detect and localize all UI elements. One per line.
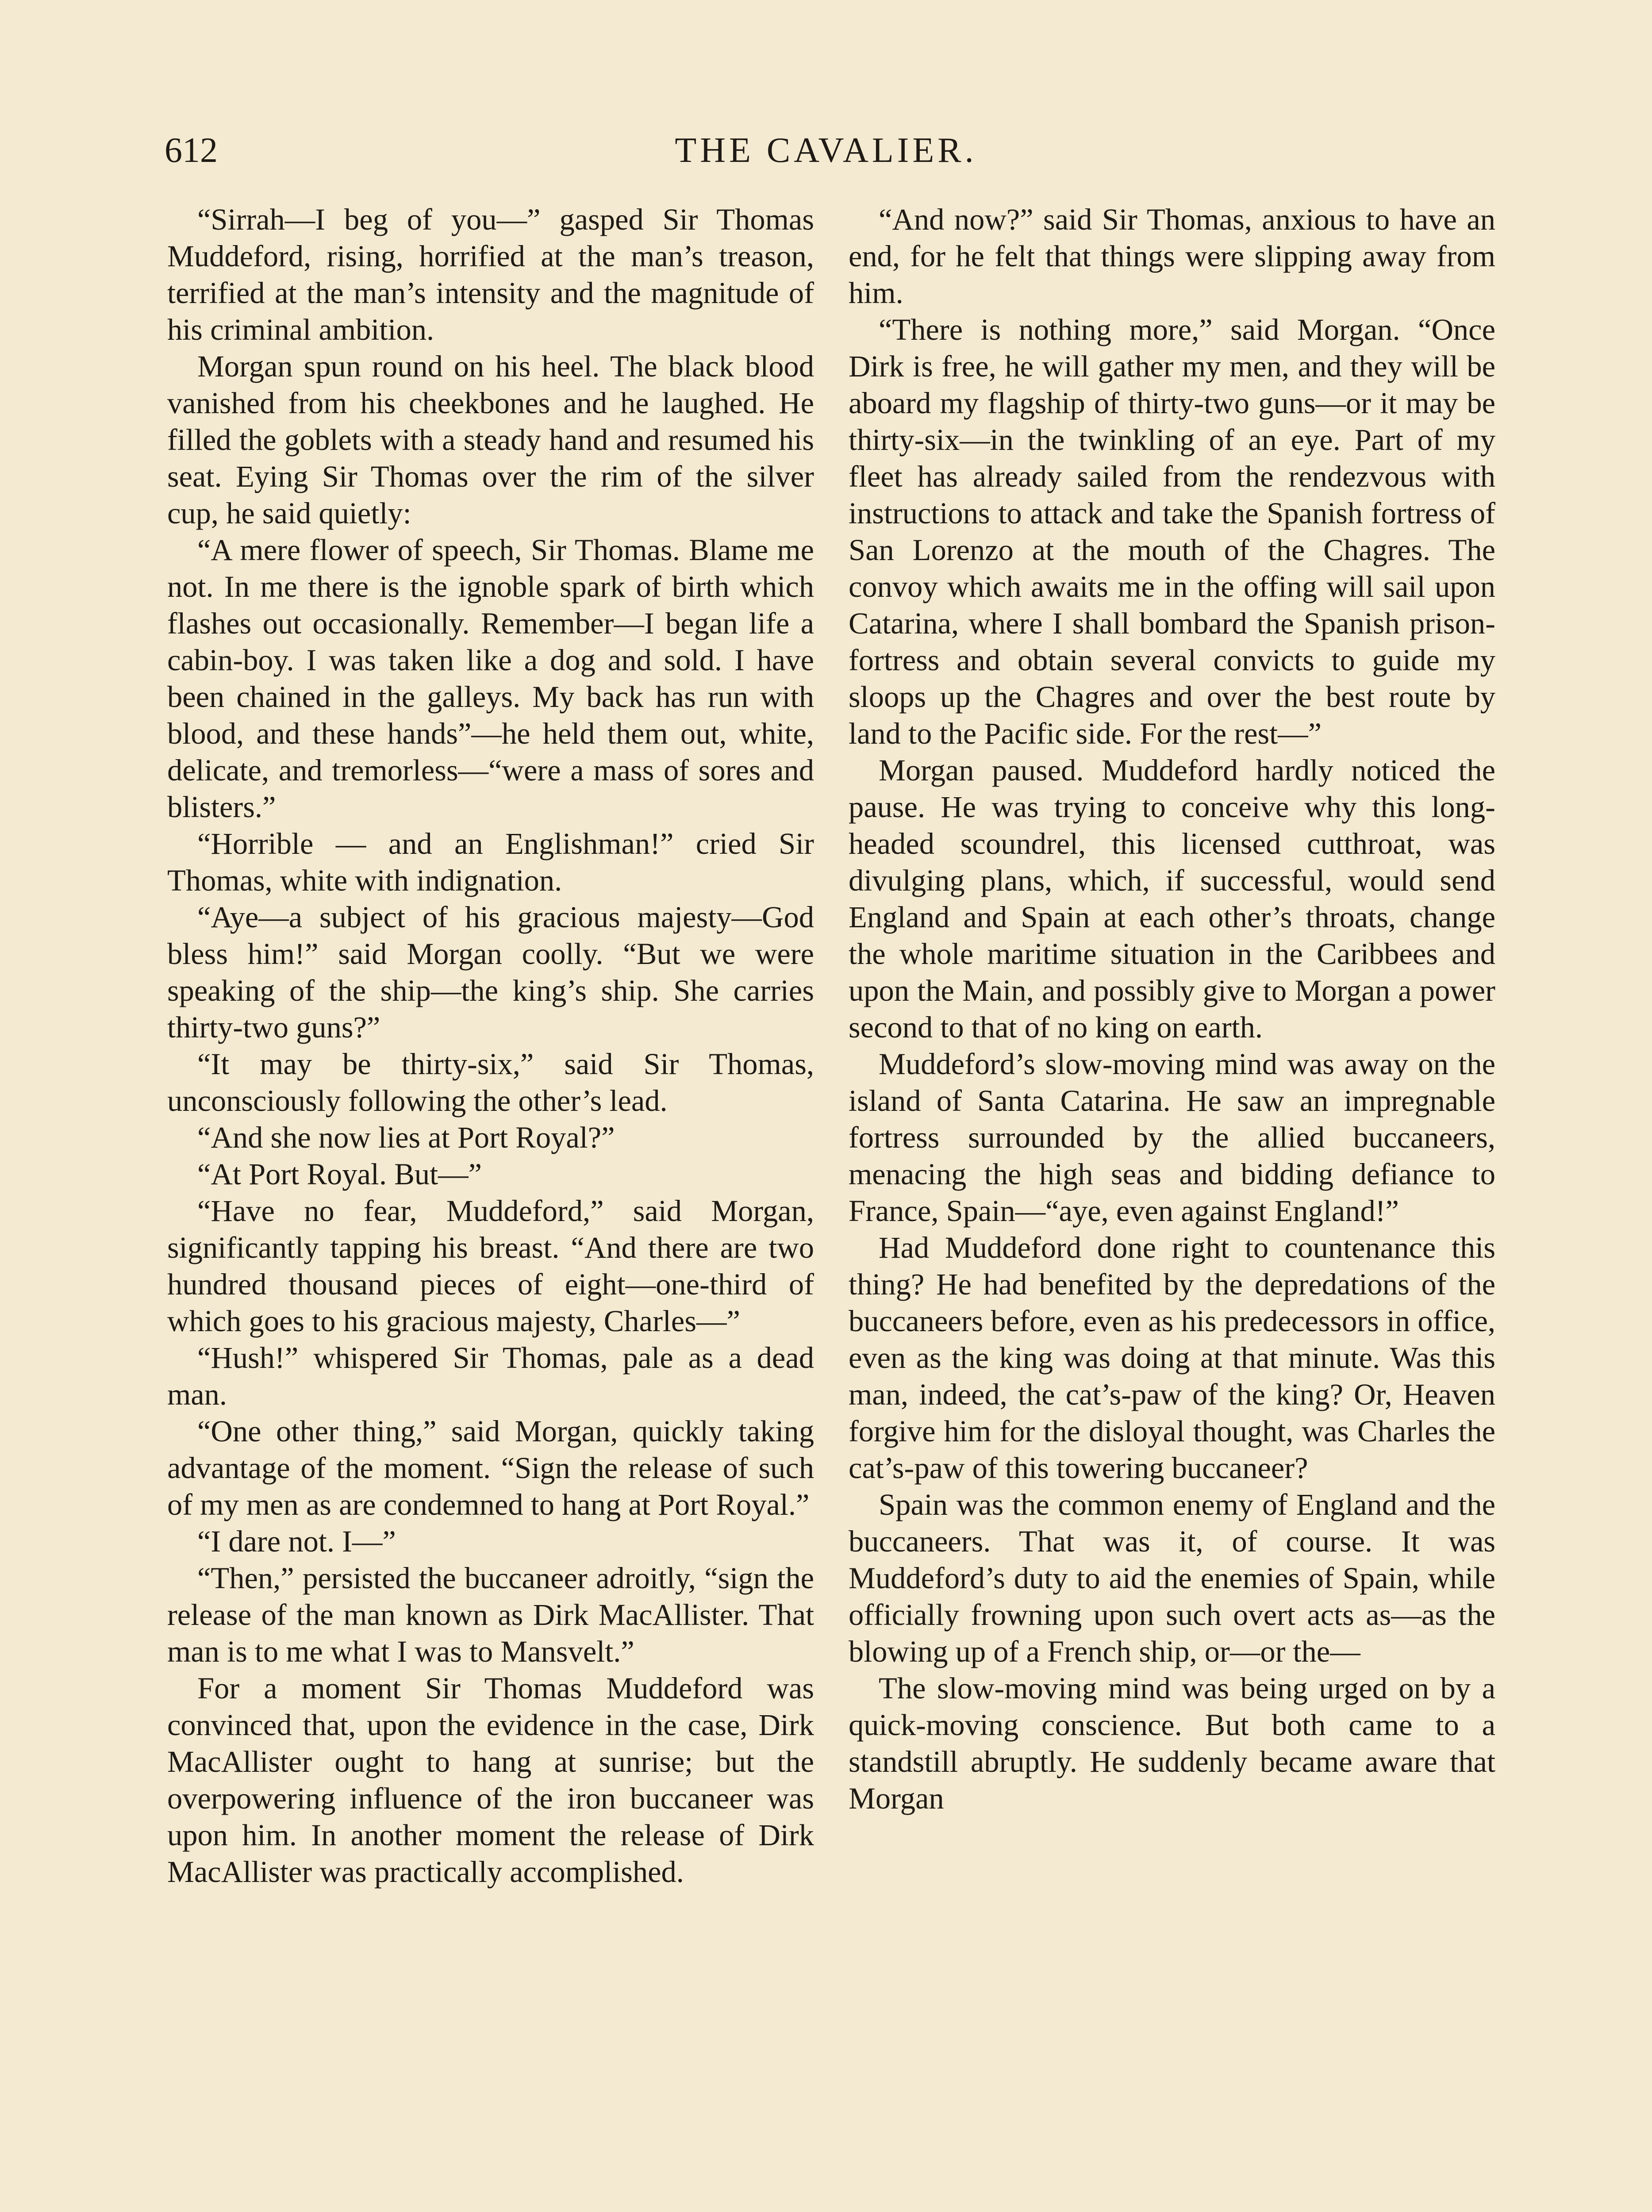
paragraph: “There is nothing more,” said Morgan. “Once Dirk is free, he will gather my men, and they will be aboard my flagship of thirty-two guns—or it may be thirty-six—in the twinkling of an eye. Part of my fleet has already sailed from the rendezvous with instructions to attack and take the Spanish fortress of San Lorenzo at the mouth of the Chagres. The convoy which awaits me in the offing will sail upon Catarina, where I shall bombard the Spanish prison-fortress and obtain several convicts to guide my sloops up the Chagres and over the best route by land to the Pacific side. For the rest—”	[849, 313, 1495, 750]
paragraph: For a moment Sir Thomas Muddeford was convinced that, upon the evidence in the case, Dirk MacAllister ought to hang at sunrise; but the overpowering influence of the iron buccaneer was upon him. In another moment the release of Dirk MacAllister was practically accomplished.	[167, 1671, 814, 1889]
paragraph: “Sirrah—I beg of you—” gasped Sir Thomas Muddeford, rising, horrified at the man’s treason, terrified at the man’s intensity and the magnitude of his criminal ambition.	[167, 203, 814, 346]
paragraph: “I dare not. I—”	[197, 1525, 396, 1558]
paragraph: “One other thing,” said Morgan, quickly taking advantage of the moment. “Sign the release of such of my men as are condemned to hang at Port Royal.”	[167, 1414, 814, 1521]
paragraph: “At Port Royal. But—”	[197, 1157, 482, 1191]
paragraph: “And she now lies at Port Royal?”	[197, 1121, 615, 1154]
paragraph: “Then,” persisted the buccaneer adroitly, “sign the release of the man known as Dirk MacAllister. That man is to me what I was to Mansvelt.”	[167, 1561, 814, 1668]
paragraph: Muddeford’s slow-moving mind was away on the island of Santa Catarina. He saw an impregnable fortress surrounded by the allied buccaneers, menacing the high seas and bidding defiance to France, Spain—“aye, even against England!”	[849, 1047, 1495, 1228]
paragraph: Spain was the common enemy of England and the buccaneers. That was it, of course. It was Muddeford’s duty to aid the enemies of Spain, while officially frowning upon such overt acts as—as the blowing up of a French ship, or—or the—	[849, 1488, 1495, 1668]
right-column	[849, 201, 1495, 1817]
page-number: 612	[165, 131, 218, 170]
paragraph: “Horrible — and an Englishman!” cried Sir Thomas, white with indignation.	[167, 827, 814, 897]
left-column	[167, 201, 814, 1890]
paragraph: “Aye—a subject of his gracious majesty—God bless him!” said Morgan coolly. “But we were speaking of the ship—the king’s ship. She carries thirty-two guns?”	[167, 900, 814, 1044]
paragraph: Morgan spun round on his heel. The black blood vanished from his cheekbones and he laughed. He filled the goblets with a steady hand and resumed his seat. Eying Sir Thomas over the rim of the silver cup, he said quietly:	[167, 349, 814, 530]
paragraph: “A mere flower of speech, Sir Thomas. Blame me not. In me there is the ignoble spark of birth which flashes out occasionally. Remember—I began life a cabin-boy. I was taken like a dog and sold. I have been chained in the galleys. My back has run with blood, and these hands”—he held them out, white, delicate, and tremorless—“were a mass of sores and blisters.”	[167, 533, 814, 824]
paragraph: The slow-moving mind was being urged on by a quick-moving conscience. But both came to a standstill abruptly. He suddenly became aware that Morgan	[849, 1671, 1495, 1815]
paragraph: Had Muddeford done right to countenance this thing? He had benefited by the depredations of the buccaneers before, even as his predecessors in office, even as the king was doing at that minute. Was this man, indeed, the cat’s-paw of the king? Or, Heaven forgive him for the disloyal thought, was Charles the cat’s-paw of this towering buccaneer?	[849, 1231, 1495, 1485]
paragraph: “Have no fear, Muddeford,” said Morgan, significantly tapping his breast. “And there are two hundred thousand pieces of eight—one-third of which goes to his gracious majesty, Charles—”	[167, 1194, 814, 1338]
paragraph: “It may be thirty-six,” said Sir Thomas, unconsciously following the other’s lead.	[167, 1047, 814, 1118]
paragraph: Morgan paused. Muddeford hardly noticed the pause. He was trying to conceive why this long-headed scoundrel, this licensed cutthroat, was divulging plans, which, if successful, would send England and Spain at each other’s throats, change the whole maritime situation in the Caribbees and upon the Main, and possibly give to Morgan a power second to that of no king on earth.	[849, 753, 1495, 1044]
paragraph: “Hush!” whispered Sir Thomas, pale as a dead man.	[167, 1341, 814, 1411]
page-header	[165, 128, 1487, 177]
paragraph: “And now?” said Sir Thomas, anxious to have an end, for he felt that things were slipping away from him.	[849, 203, 1495, 310]
running-title: THE CAVALIER.	[675, 131, 977, 170]
